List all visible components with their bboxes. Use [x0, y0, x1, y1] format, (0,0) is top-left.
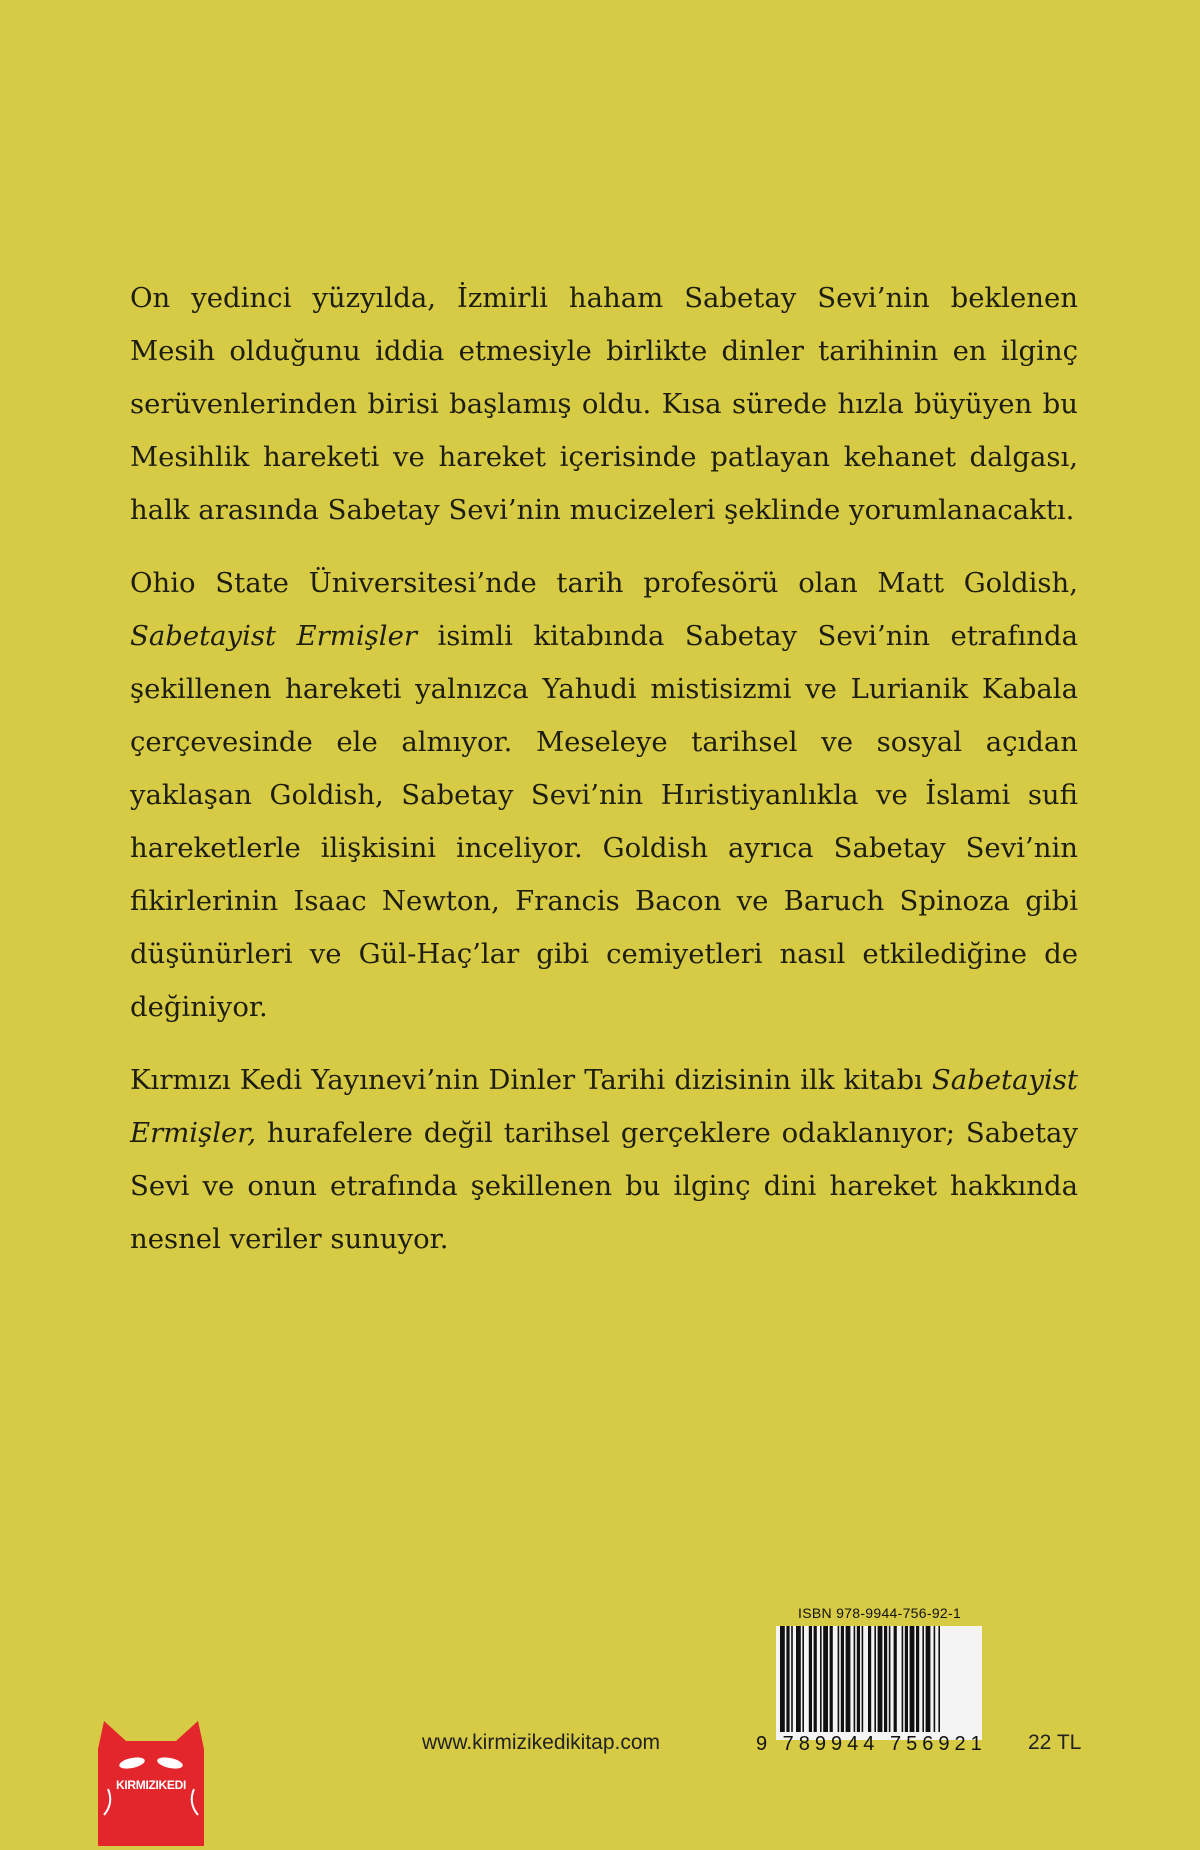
barcode-bar [878, 1626, 883, 1732]
barcode-bar [857, 1626, 860, 1732]
blurb-paragraph-2-rest: isimli kitabında Sabetay Sevi’nin etrafında şekillenen hareketi yalnızca Yahudi mistisizmi ve Lurianik Kabala çerçevesinde ele almıyor. Meseleye tarihsel ve sosyal açıdan yaklaşan Goldish, Sabetay Sevi’nin Hıristiyanlıkla ve İslami sufi hareketlerle ilişkisini inceliyor. Goldish ayrıca Sabetay Sevi’nin fikirlerinin Isaac Newton, Francis Bacon ve Baruch Spinoza gibi düşünürleri ve Gül-Haç’lar gibi cemiyetleri nasıl etkilediğine de değiniyor. [130, 620, 1078, 1023]
barcode-bar [874, 1626, 876, 1732]
barcode-bars [776, 1626, 982, 1732]
book-title-italic: Sabetayist Ermişler, [130, 1064, 1078, 1149]
barcode-bar [854, 1626, 856, 1732]
barcode-bar [889, 1626, 891, 1732]
barcode-bar [926, 1626, 931, 1732]
barcode-digits: 9 789944 756921 [756, 1733, 987, 1755]
barcode-bar [894, 1626, 897, 1732]
book-title-italic: Sabetayist Ermişler [130, 620, 417, 652]
blurb-paragraph-1: On yedinci yüzyılda, İzmirli haham Sabetay Sevi’nin beklenen Mesih olduğunu iddia etmesiyle birlikte dinler tarihinin en ilginç serüvenlerinden birisi başlamış oldu. Kısa sürede hızla büyüyen bu Mesihlik hareketi ve hareket içerisinde patlayan kehanet dalgası, halk arasında Sabetay Sevi’nin mucizeleri şeklinde yorumlanacaktı. [130, 282, 1078, 526]
publisher-logo [92, 1717, 210, 1846]
barcode-bar [862, 1626, 864, 1732]
barcode-bar [905, 1626, 908, 1732]
isbn-label: ISBN 978-9944-756-92-1 [798, 1605, 962, 1621]
blurb-paragraph-2-lead: Ohio State Üniversitesi’nde tarih profesörü olan Matt Goldish, [130, 567, 1078, 599]
barcode-bar [838, 1626, 840, 1732]
barcode-bar [820, 1626, 822, 1732]
barcode-bar [910, 1626, 915, 1732]
barcode-bar [823, 1626, 828, 1732]
back-cover-blurb [130, 272, 1078, 1286]
barcode-bar [780, 1626, 785, 1732]
barcode-bar [922, 1626, 924, 1732]
barcode-bar [938, 1626, 940, 1732]
barcode-bar [841, 1626, 844, 1732]
publisher-logo-text: KIRMIZIKEDI [115, 1778, 187, 1792]
blurb-paragraph-3 [130, 1054, 1078, 1266]
price: 22 TL [1028, 1731, 1082, 1754]
blurb-paragraph-2 [130, 557, 1078, 1034]
publisher-website: www.kirmizikedikitap.com [422, 1731, 661, 1754]
blurb-paragraph-3-lead: Kırmızı Kedi Yayınevi’nin Dinler Tarihi dizisinin ilk kitabı [130, 1064, 923, 1096]
barcode-bar [846, 1626, 851, 1732]
barcode-bar [809, 1626, 812, 1732]
barcode-bar [802, 1626, 804, 1732]
barcode-bar [791, 1626, 793, 1732]
barcode-bar [786, 1626, 789, 1732]
barcode-bar [830, 1626, 833, 1732]
barcode-bar [902, 1626, 904, 1732]
barcode-bar [796, 1626, 801, 1732]
isbn-barcode [776, 1626, 982, 1740]
barcode-bar [934, 1626, 936, 1732]
barcode-bar [884, 1626, 887, 1732]
barcode-bar [814, 1626, 817, 1732]
barcode-bar [868, 1626, 871, 1732]
barcode-bar [916, 1626, 919, 1732]
blurb-paragraph-3-rest: hurafelere değil tarihsel gerçeklere odaklanıyor; Sabetay Sevi ve onun etrafında şekillenen bu ilginç dini hareket hakkında nesnel veriler sunuyor. [130, 1117, 1078, 1255]
